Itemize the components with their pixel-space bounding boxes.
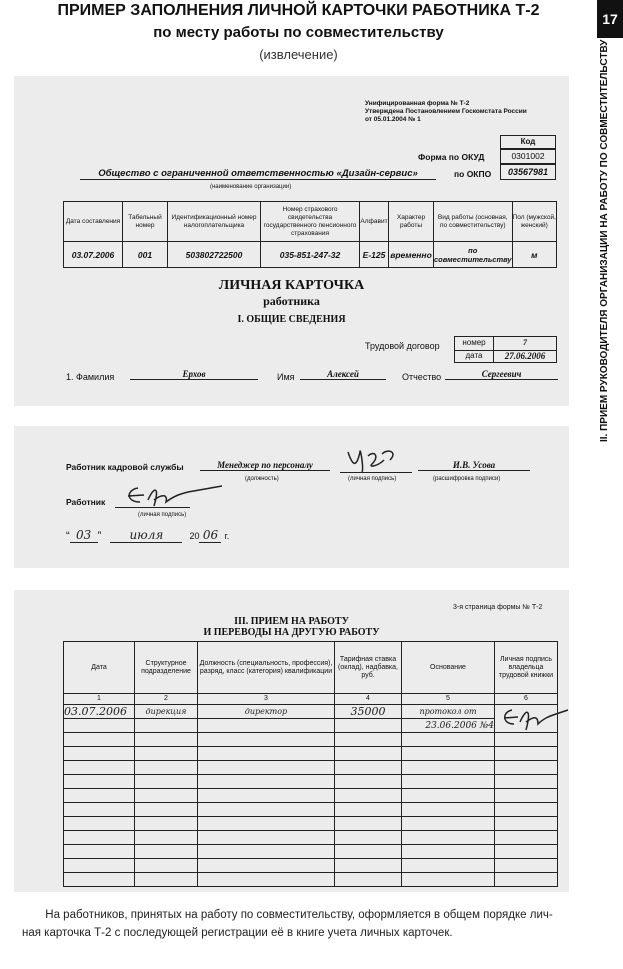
employee-info-table (63, 201, 557, 268)
employee-signature (118, 480, 228, 514)
page-number: 17 (597, 0, 623, 38)
page-note: (извлечение) (259, 47, 338, 62)
hr-label: Работник кадровой службы (66, 462, 184, 472)
column-number: 1 (64, 694, 135, 705)
table-row (64, 789, 558, 803)
column-number: 3 (198, 694, 335, 705)
contract-date: 27.06.2006 (504, 351, 546, 361)
table-row (64, 761, 558, 775)
employee-label: Работник (66, 497, 106, 507)
employment-table (63, 641, 558, 887)
unified-line-1: Унифицированная форма № Т-2 (365, 100, 470, 107)
okpo-value: 03567981 (507, 167, 549, 177)
surname: Ерхов (130, 369, 258, 380)
unified-line-2: Утверждена Постановлением Госкомстата России (365, 108, 527, 115)
signature-date: “ 03 ” июля 20 06 г. (66, 528, 230, 542)
table-row (64, 733, 558, 747)
patronymic: Сергеевич (445, 369, 558, 380)
table-header: Личная подпись владельца трудовой книжки (495, 642, 558, 694)
info-header: Идентификационный номер налогоплательщика (168, 202, 261, 242)
row-basis-2: 23.06.2006 №4 (402, 719, 495, 733)
page-subtitle: по месту работы по совместительству (153, 24, 444, 41)
surname-label: 1. Фамилия (66, 372, 115, 382)
column-number: 6 (495, 694, 558, 705)
table-row (64, 845, 558, 859)
okpo-box (500, 164, 556, 180)
page-title: ПРИМЕР ЗАПОЛНЕНИЯ ЛИЧНОЙ КАРТОЧКИ РАБОТНИКА Т-2 (57, 2, 540, 19)
unified-form-note (365, 100, 527, 124)
name: Алексей (300, 369, 386, 380)
table-row (64, 719, 558, 733)
info-header: Дата составления (64, 202, 123, 242)
table-header: Должность (специальность, профессия), разряд, класс (категория) квалификации (198, 642, 335, 694)
footer-line-2: ная карточка Т-2 с последующей регистрации её в книге учета личных карточек. (22, 927, 453, 939)
row-department: дирекция (135, 705, 198, 719)
date-day: 03 (70, 528, 98, 543)
code-label: Код (520, 137, 536, 146)
table-row (64, 817, 558, 831)
okud-label: Форма по ОКУД (418, 152, 485, 162)
org-caption: (наименование организации) (210, 184, 292, 190)
section3-page-note: 3-я страница формы № Т-2 (453, 604, 543, 611)
contract-date-label: дата (455, 350, 494, 362)
code-header-box (500, 135, 556, 149)
date-suffix: г. (224, 531, 230, 541)
signature-caption: (личная подпись) (348, 476, 397, 482)
table-row (64, 859, 558, 873)
name-label: Имя (277, 372, 295, 382)
unified-line-3: от 05.01.2004 № 1 (365, 116, 421, 123)
section1-title: I. ОБЩИЕ СВЕДЕНИЯ (237, 314, 346, 325)
info-value: 503802722500 (168, 242, 261, 268)
hr-position: Менеджер по персоналу (200, 460, 330, 471)
employee-signature-caption: (личная подпись) (138, 512, 187, 518)
info-value: 001 (123, 242, 168, 268)
info-header: Пол (мужской, женский) (512, 202, 556, 242)
info-value: 03.07.2006 (64, 242, 123, 268)
info-header: Алфавит (360, 202, 389, 242)
org-name: Общество с ограниченной ответственностью «Дизайн-сервис» (80, 168, 436, 180)
table-signature (498, 704, 570, 738)
column-number: 2 (135, 694, 198, 705)
section3-title-1: III. ПРИЕМ НА РАБОТУ (234, 616, 349, 627)
table-row (64, 747, 558, 761)
okud-box (500, 149, 556, 164)
table-row (64, 775, 558, 789)
contract-label: Трудовой договор (365, 341, 440, 351)
info-value: 035-851-247-32 (261, 242, 360, 268)
table-header: Дата (64, 642, 135, 694)
info-value: Е-125 (360, 242, 389, 268)
name-caption: (расшифровка подписи) (433, 476, 501, 482)
row-rate: 35000 (335, 705, 402, 719)
hr-name: И.В. Усова (418, 460, 530, 471)
date-month: июля (110, 528, 182, 543)
row-basis-1: протокол от (402, 705, 495, 719)
okpo-label: по ОКПО (454, 169, 492, 179)
card-subtitle: работника (263, 294, 320, 308)
contract-box (454, 336, 557, 363)
footer-text (14, 906, 584, 942)
row-position: директор (198, 705, 335, 719)
info-header: Табельный номер (123, 202, 168, 242)
column-number: 5 (402, 694, 495, 705)
table-row (64, 705, 558, 719)
table-header: Тарифная ставка (оклад), надбавка, руб. (335, 642, 402, 694)
date-year: 06 (199, 528, 221, 543)
contract-number-label: номер (455, 337, 494, 351)
hr-signature (342, 442, 404, 476)
info-value: м (512, 242, 556, 268)
table-row (64, 873, 558, 887)
card-title: ЛИЧНАЯ КАРТОЧКА (218, 278, 365, 293)
date-year-prefix: 20 (189, 531, 200, 541)
info-header: Характер работы (389, 202, 434, 242)
info-header: Номер страхового свидетельства государственного пенсионного страхования (261, 202, 360, 242)
section-vertical-title: II. ПРИЕМ РУКОВОДИТЕЛЯ ОРГАНИЗАЦИИ НА РАБОТУ ПО СОВМЕСТИТЕЛЬСТВУ (599, 40, 610, 443)
table-row (64, 803, 558, 817)
table-row (64, 831, 558, 845)
okud-value: 0301002 (511, 151, 545, 161)
side-band (597, 0, 623, 969)
info-value: по совместительству (434, 242, 513, 268)
row-date: 03.07.2006 (64, 705, 135, 719)
table-header: Основание (402, 642, 495, 694)
table-header: Структурное подразделение (135, 642, 198, 694)
patronymic-label: Отчество (402, 372, 442, 382)
contract-number: 7 (494, 337, 556, 351)
position-caption: (должность) (245, 476, 279, 482)
section3-title-2: И ПЕРЕВОДЫ НА ДРУГУЮ РАБОТУ (203, 627, 380, 638)
info-value: временно (389, 242, 434, 268)
footer-line-1: На работников, принятых на работу по совместительству, оформляется в общем порядке лич- (45, 909, 553, 921)
column-number: 4 (335, 694, 402, 705)
info-header: Вид работы (основная, по совместительству) (434, 202, 513, 242)
